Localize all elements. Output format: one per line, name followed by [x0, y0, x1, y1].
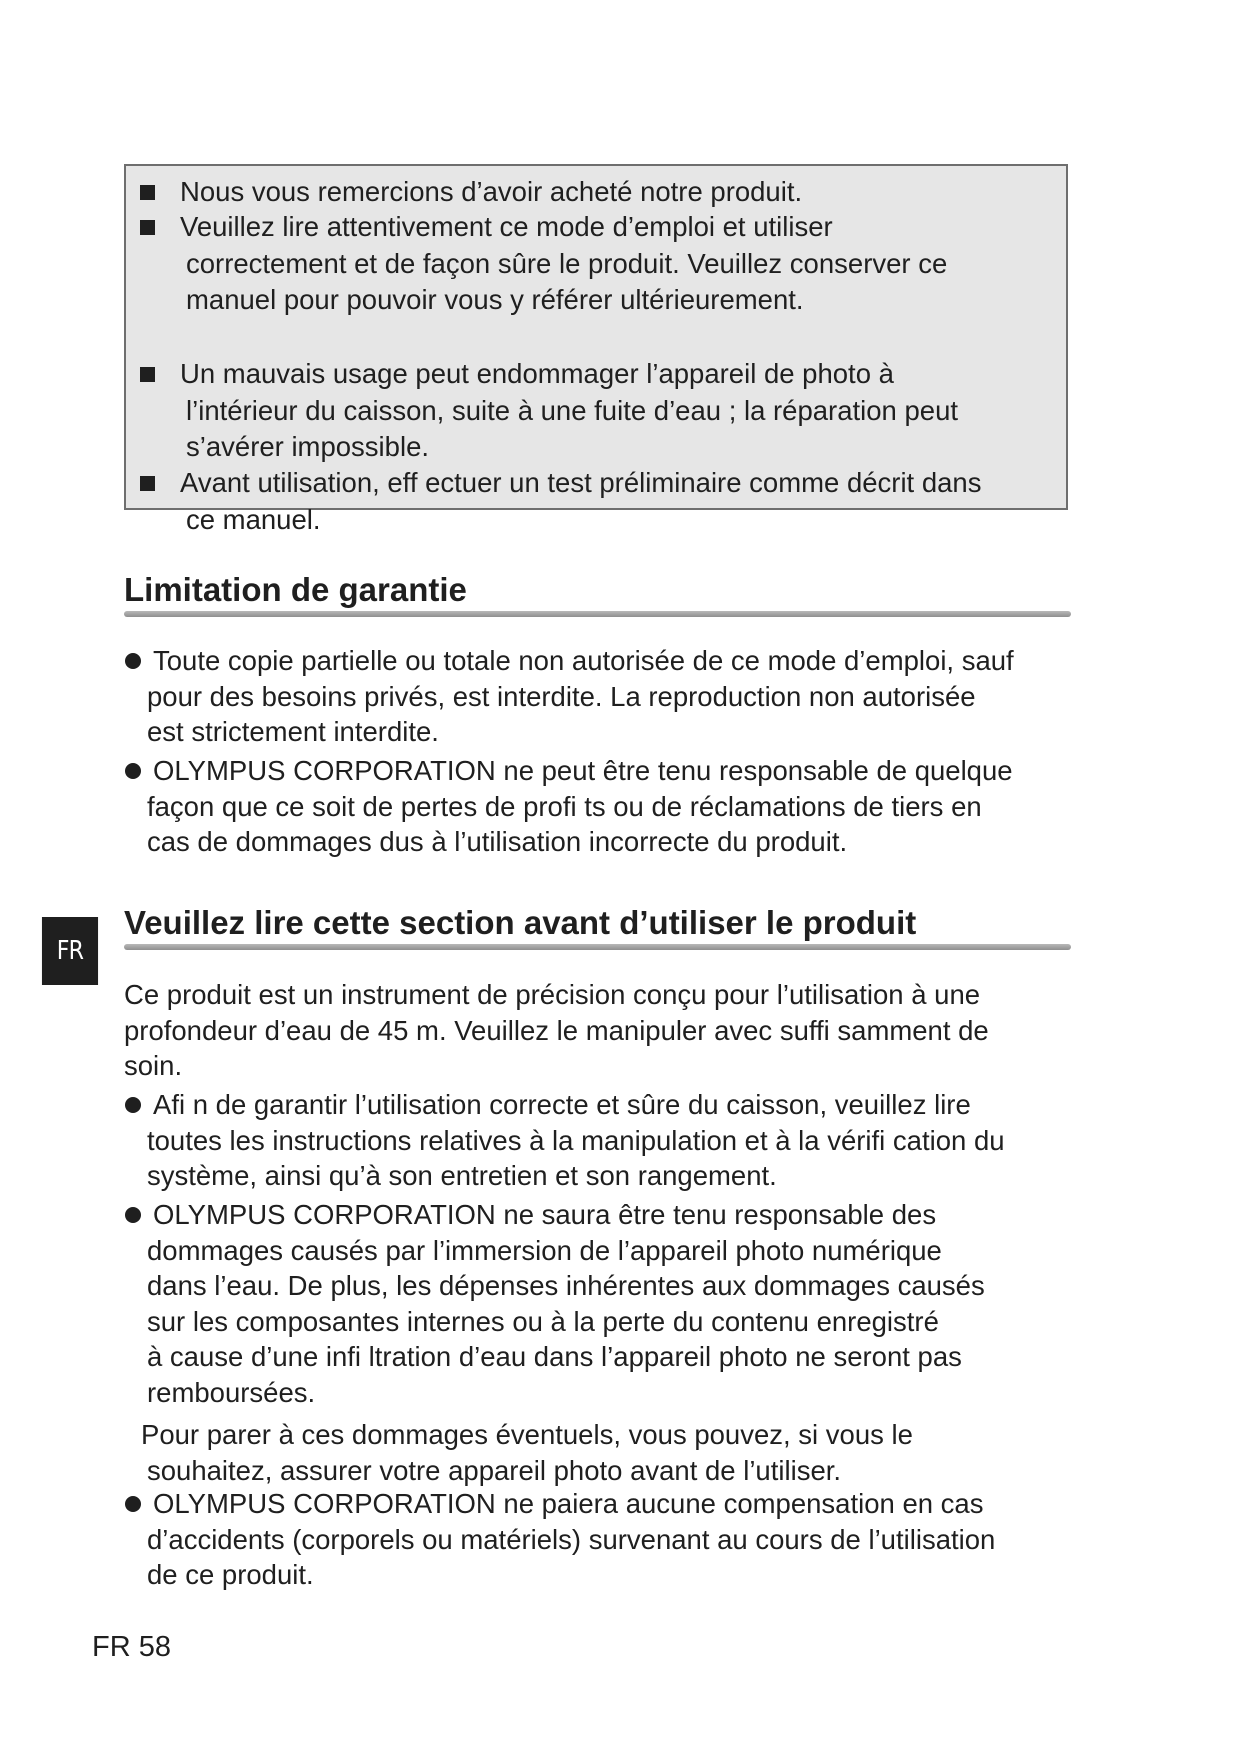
- list-line: remboursées.: [147, 1376, 316, 1408]
- list-item: [124, 753, 1084, 860]
- notice-item: [140, 356, 1060, 466]
- paragraph-line: soin.: [124, 1050, 183, 1081]
- notice-line: l’intérieur du caisson, suite à une fuite d’eau ; la réparation peut: [186, 394, 959, 426]
- bullet-icon: [125, 1496, 141, 1512]
- notice-line: Veuillez lire attentivement ce mode d’emploi et utiliser: [180, 211, 833, 242]
- list-line: façon que ce soit de pertes de profi ts ou de réclamations de tiers en: [147, 790, 982, 822]
- notice-line: Nous vous remercions d’avoir acheté notre produit.: [180, 176, 803, 207]
- square-bullet-icon: [140, 185, 155, 200]
- list-subparagraph: [124, 1417, 1084, 1488]
- section-title-read-before-use: Veuillez lire cette section avant d’utiliser le produit: [124, 904, 917, 941]
- list-line: OLYMPUS CORPORATION ne paiera aucune compensation en cas: [153, 1488, 984, 1519]
- section-divider: [124, 611, 1071, 617]
- paragraph-line: profondeur d’eau de 45 m. Veuillez le manipuler avec suffi samment de: [124, 1014, 989, 1046]
- bullet-icon: [125, 653, 141, 669]
- list-line: OLYMPUS CORPORATION ne peut être tenu responsable de quelque: [153, 755, 1013, 786]
- bullet-icon: [125, 1097, 141, 1113]
- list-item: [124, 643, 1084, 750]
- notice-line: manuel pour pouvoir vous y référer ultérieurement.: [186, 284, 804, 315]
- list-line: cas de dommages dus à l’utilisation incorrecte du produit.: [147, 826, 848, 857]
- notice-item: [140, 465, 1060, 538]
- list-line: dommages causés par l’immersion de l’appareil photo numérique: [147, 1234, 942, 1266]
- square-bullet-icon: [140, 220, 155, 235]
- notice-line: Avant utilisation, eff ectuer un test préliminaire comme décrit dans: [180, 467, 982, 498]
- list-line: à cause d’une infi ltration d’eau dans l’appareil photo ne seront pas: [147, 1341, 962, 1372]
- list-line: souhaitez, assurer votre appareil photo avant de l’utiliser.: [147, 1454, 842, 1486]
- section-title-warranty: Limitation de garantie: [124, 571, 467, 608]
- list-line: est strictement interdite.: [147, 716, 439, 747]
- list-item: [124, 1486, 1084, 1593]
- page-number: FR 58: [92, 1631, 171, 1663]
- notice-box: [124, 164, 1068, 535]
- list-line: de ce produit.: [147, 1559, 314, 1590]
- bullet-icon: [125, 763, 141, 779]
- section-divider: [124, 944, 1071, 950]
- list-line: Pour parer à ces dommages éventuels, vous pouvez, si vous le: [141, 1419, 913, 1450]
- notice-item: [140, 174, 1060, 211]
- square-bullet-icon: [140, 476, 155, 491]
- square-bullet-icon: [140, 367, 155, 382]
- bullet-icon: [125, 1207, 141, 1223]
- list-item: [124, 1087, 1084, 1194]
- list-line: pour des besoins privés, est interdite. La reproduction non autorisée: [147, 680, 976, 712]
- list-line: OLYMPUS CORPORATION ne saura être tenu responsable des: [153, 1199, 937, 1230]
- notice-line: s’avérer impossible.: [186, 431, 430, 462]
- list-item: [124, 1197, 1084, 1410]
- language-tab: FR: [42, 917, 98, 985]
- intro-paragraph: [124, 977, 1084, 1084]
- list-line: dans l’eau. De plus, les dépenses inhérentes aux dommages causés: [147, 1270, 985, 1301]
- notice-item: [140, 209, 1060, 319]
- list-line: système, ainsi qu’à son entretien et son rangement.: [147, 1160, 777, 1191]
- list-line: toutes les instructions relatives à la manipulation et à la vérifi cation du: [147, 1124, 1005, 1156]
- list-line: d’accidents (corporels ou matériels) survenant au cours de l’utilisation: [147, 1523, 996, 1555]
- list-line: sur les composantes internes ou à la perte du contenu enregistré: [147, 1305, 939, 1337]
- list-line: Afi n de garantir l’utilisation correcte et sûre du caisson, veuillez lire: [153, 1089, 971, 1120]
- notice-line: ce manuel.: [186, 503, 321, 535]
- notice-line: correctement et de façon sûre le produit. Veuillez conserver ce: [186, 247, 948, 279]
- notice-line: Un mauvais usage peut endommager l’appareil de photo à: [180, 358, 894, 389]
- list-line: Toute copie partielle ou totale non autorisée de ce mode d’emploi, sauf: [153, 645, 1014, 676]
- paragraph-line: Ce produit est un instrument de précision conçu pour l’utilisation à une: [124, 979, 981, 1010]
